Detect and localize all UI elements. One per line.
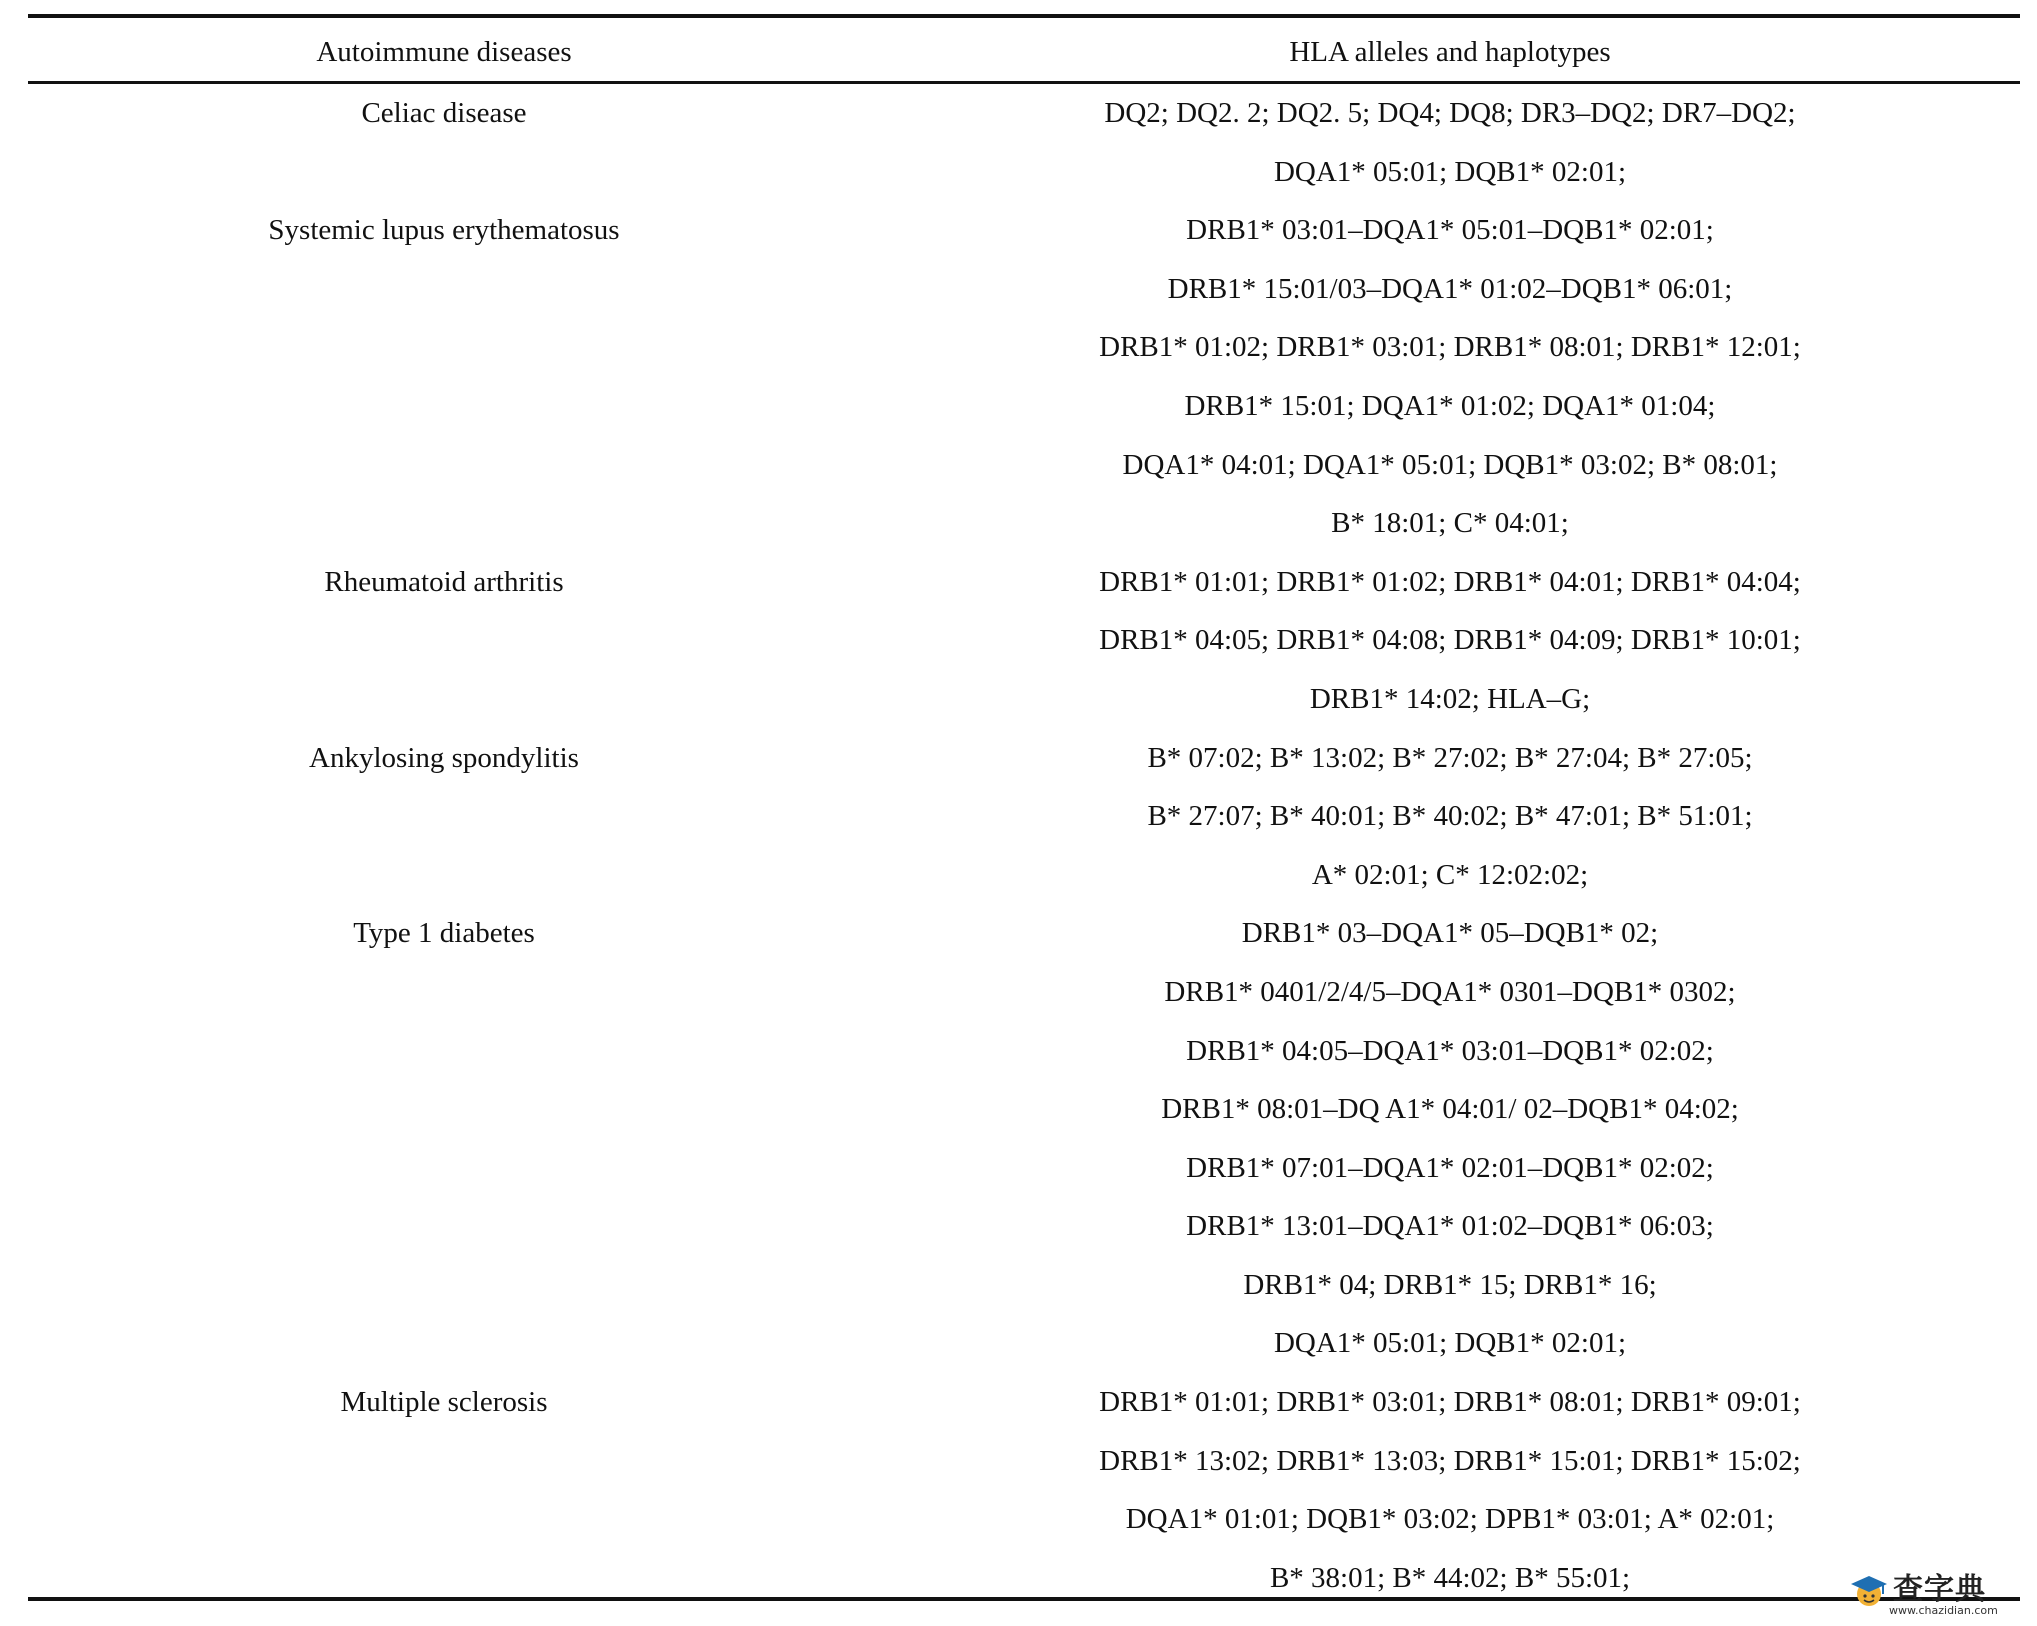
allele-line: DQA1* 01:01; DQB1* 03:02; DPB1* 03:01; A* 02:01; [1125,1503,1775,1536]
allele-line: DRB1* 13:02; DRB1* 13:03; DRB1* 15:01; DRB1* 15:02; [1099,1444,1801,1477]
watermark-url: www.chazidian.com [1889,1604,1998,1617]
allele-line: DRB1* 08:01–DQ A1* 04:01/ 02–DQB1* 04:02; [1161,1093,1739,1126]
allele-line: DRB1* 04; DRB1* 15; DRB1* 16; [1243,1268,1657,1301]
table-row [28,553,2020,729]
table-body [28,84,2020,1607]
allele-line: DRB1* 01:02; DRB1* 03:01; DRB1* 08:01; DRB1* 12:01; [1099,331,1801,364]
allele-line: B* 07:02; B* 13:02; B* 27:02; B* 27:04; B* 27:05; [1147,741,1753,774]
alleles-cell [900,201,2000,553]
allele-line: DRB1* 15:01; DQA1* 01:02; DQA1* 01:04; [1184,389,1716,422]
alleles-cell [900,904,2000,1373]
allele-line: DRB1* 13:01–DQA1* 01:02–DQB1* 06:03; [1186,1210,1714,1243]
allele-line: DRB1* 04:05–DQA1* 03:01–DQB1* 02:02; [1186,1034,1714,1067]
allele-line: DRB1* 15:01/03–DQA1* 01:02–DQB1* 06:01; [1167,272,1733,305]
allele-line: DQA1* 05:01; DQB1* 02:01; [1273,155,1627,188]
graduation-cap-icon [1849,1570,1889,1610]
table-row [28,904,2020,1373]
allele-line: DQA1* 05:01; DQB1* 02:01; [1273,1327,1627,1360]
table-row [28,729,2020,905]
table-row [28,84,2020,201]
watermark-logo [1849,1564,2029,1622]
alleles-cell [900,84,2000,201]
allele-line: DQA1* 04:01; DQA1* 05:01; DQB1* 03:02; B* 08:01; [1122,448,1778,481]
allele-line: DRB1* 14:02; HLA–G; [1309,682,1591,715]
allele-line: A* 02:01; C* 12:02:02; [1311,858,1589,891]
header-autoimmune-diseases: Autoimmune diseases [316,36,572,68]
alleles-cell [900,729,2000,905]
allele-line: DRB1* 03–DQA1* 05–DQB1* 02; [1241,917,1659,950]
table-row [28,201,2020,553]
header-hla-alleles: HLA alleles and haplotypes [1289,36,1611,68]
allele-line: DRB1* 01:01; DRB1* 03:01; DRB1* 08:01; DRB1* 09:01; [1099,1386,1801,1419]
alleles-cell [900,1373,2000,1607]
disease-cell: Ankylosing spondylitis [309,741,579,774]
allele-line: DRB1* 07:01–DQA1* 02:01–DQB1* 02:02; [1186,1151,1714,1184]
disease-cell: Systemic lupus erythematosus [268,214,620,247]
allele-line: DRB1* 04:05; DRB1* 04:08; DRB1* 04:09; DRB1* 10:01; [1099,624,1801,657]
allele-line: DRB1* 01:01; DRB1* 01:02; DRB1* 04:01; DRB1* 04:04; [1099,565,1801,598]
watermark-title: 查字典 [1893,1572,1986,1607]
allele-line: DQ2; DQ2. 2; DQ2. 5; DQ4; DQ8; DR3–DQ2; DR7–DQ2; [1104,97,1796,129]
table-row [28,1373,2020,1607]
allele-line: B* 18:01; C* 04:01; [1331,507,1569,540]
disease-cell: Rheumatoid arthritis [324,565,564,598]
alleles-cell [900,553,2000,729]
allele-line: DRB1* 0401/2/4/5–DQA1* 0301–DQB1* 0302; [1164,975,1736,1008]
allele-line: B* 38:01; B* 44:02; B* 55:01; [1269,1561,1631,1594]
table-header [28,18,2020,81]
allele-line: DRB1* 03:01–DQA1* 05:01–DQB1* 02:01; [1186,214,1714,247]
disease-cell: Celiac disease [361,97,527,129]
allele-line: B* 27:07; B* 40:01; B* 40:02; B* 47:01; B* 51:01; [1147,800,1753,833]
disease-cell: Type 1 diabetes [353,917,535,950]
disease-cell: Multiple sclerosis [340,1386,548,1419]
